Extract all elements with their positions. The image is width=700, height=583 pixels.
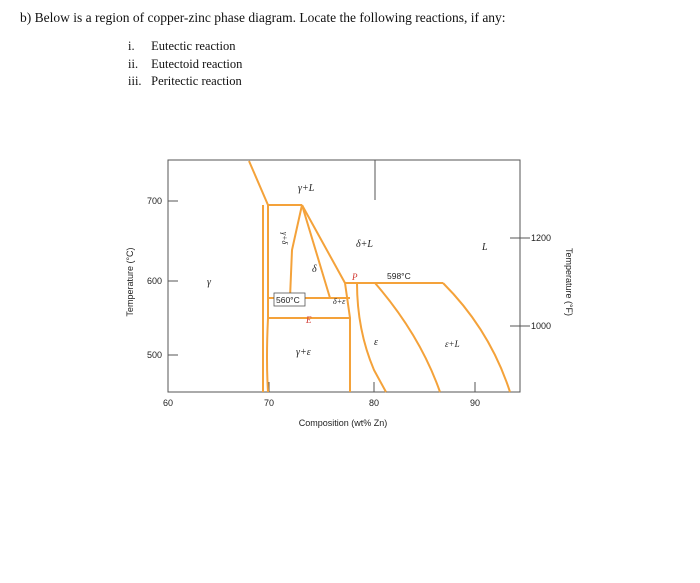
plot-frame	[168, 160, 520, 392]
left-tick-label: 600	[146, 276, 162, 286]
boundary-delta-solvus	[302, 205, 330, 298]
boundary-eps-left	[357, 283, 386, 392]
item-label: Eutectoid reaction	[151, 56, 243, 71]
boundary-eps-L-liquidus	[443, 283, 510, 392]
phase-label-gamma: γ	[207, 277, 211, 288]
left-ticks	[168, 201, 178, 355]
right-tick-label: 1000	[531, 321, 552, 331]
phase-label-delta: δ	[312, 264, 317, 275]
phase-label-delta-eps: δ+ε	[333, 297, 346, 306]
bottom-tick-label: 80	[368, 398, 380, 408]
phase-label-L: L	[482, 242, 488, 253]
x-axis-label: Composition (wt% Zn)	[298, 418, 388, 428]
bottom-tick-label: 90	[469, 398, 481, 408]
left-tick-label: 500	[146, 350, 162, 360]
phase-label-gamma-eps: γ+ε	[296, 347, 311, 358]
point-label-E: E	[306, 315, 312, 325]
item-label: Peritectic reaction	[151, 74, 242, 88]
boundary-gamma-delta-top	[290, 205, 302, 298]
question-text: b) Below is a region of copper-zinc phase diagram. Locate the following reactions, if any:	[20, 10, 506, 25]
phase-label-delta-L: δ+L	[356, 239, 373, 250]
boundary-delta-liquidus	[302, 205, 345, 283]
right-tick-label: 1200	[531, 233, 552, 243]
item-number: ii.	[128, 56, 139, 71]
boundary-delta-eps	[345, 283, 350, 392]
bottom-tick-label: 60	[162, 398, 174, 408]
temperature-label-560: 560°C	[276, 295, 300, 305]
item-number: i.	[128, 39, 135, 53]
phase-boundaries	[249, 161, 510, 392]
item-label: Eutectic reaction	[151, 39, 236, 53]
point-label-P: P	[352, 272, 358, 282]
bottom-tick-label: 70	[263, 398, 275, 408]
temperature-label-598: 598°C	[387, 271, 411, 281]
left-tick-label: 700	[146, 196, 162, 206]
boundary-eps-liquidus	[375, 283, 440, 392]
boundary-liquidus-left	[249, 161, 302, 205]
item-number: iii.	[128, 74, 142, 88]
bottom-ticks	[269, 382, 475, 392]
phase-label-gamma-L: γ+L	[298, 183, 315, 194]
phase-label-eps-L: ε+L	[445, 339, 460, 349]
phase-label-gamma-delta: γ+δ	[280, 232, 289, 245]
boundary-gamma-delta-right	[267, 205, 268, 392]
right-axis-title: Temperature (°F)	[564, 247, 574, 317]
phase-label-eps: ε	[374, 337, 378, 348]
left-axis-title: Temperature (°C)	[125, 247, 135, 317]
